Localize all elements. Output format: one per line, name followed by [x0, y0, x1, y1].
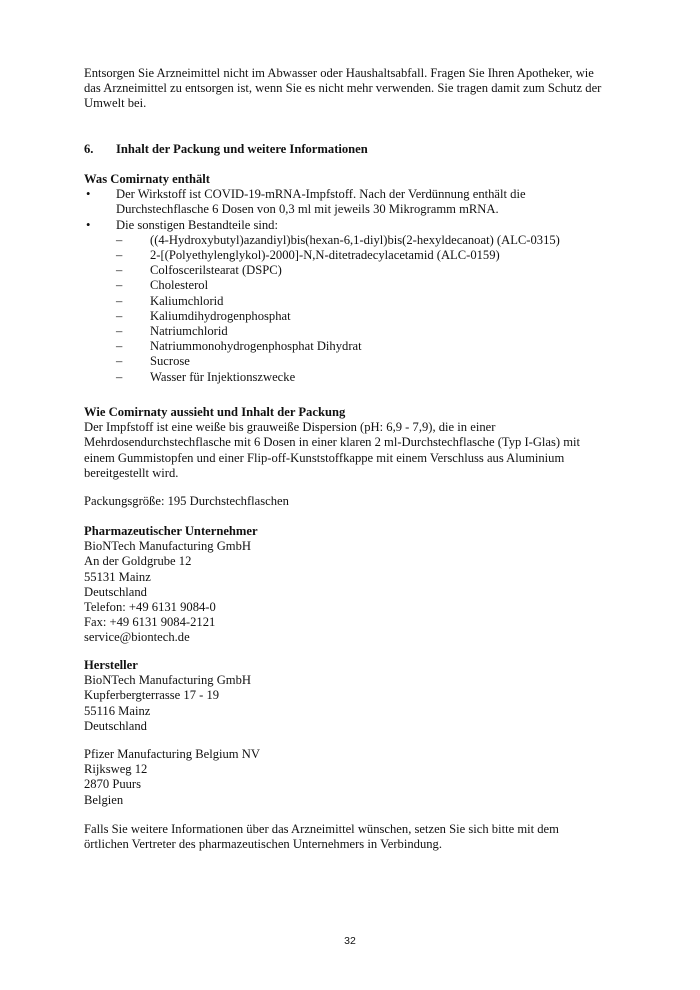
manufacturer-heading: Hersteller	[84, 658, 138, 672]
pack-size	[84, 494, 624, 509]
dash-symbol: –	[116, 248, 123, 263]
manufacturer-line: BioNTech Manufacturing GmbH	[84, 673, 251, 688]
manufacturer-line: 55116 Mainz	[84, 703, 151, 718]
ingredient-text: Natriumchlorid	[150, 324, 228, 339]
disposal-line: das Arzneimittel zu entsorgen ist, wenn Sie es nicht mehr verwenden. Sie tragen damit zum Schutz der	[84, 81, 602, 96]
bullet-symbol: •	[86, 187, 91, 202]
other-ingredients-intro: Die sonstigen Bestandteile sind:	[116, 217, 278, 232]
ingredient-item	[84, 263, 624, 278]
ingredient-item	[84, 248, 624, 263]
dash-symbol: –	[116, 369, 123, 384]
closing-line: Falls Sie weitere Informationen über das Arzneimittel wünschen, setzen Sie sich bitte mit dem	[84, 822, 559, 836]
section-number: 6.	[84, 142, 94, 156]
appearance-line: einem Gummistopfen und einer Flip-off-Kunststoffkappe mit einem Verschluss aus Aluminium	[84, 450, 565, 465]
dash-symbol: –	[116, 308, 123, 323]
holder-section	[84, 524, 624, 646]
ingredient-list	[84, 233, 624, 385]
section-title: Inhalt der Packung und weitere Informationen	[116, 142, 368, 156]
ingredient-item	[84, 233, 624, 248]
manufacturer-line: Rijksweg 12	[84, 762, 148, 777]
holder-email: service@biontech.de	[84, 630, 190, 645]
active-substance-bullet	[84, 187, 624, 217]
active-substance-line: Durchstechflasche 6 Dosen von 0,3 ml mit jeweils 30 Mikrogramm mRNA.	[116, 202, 499, 217]
disposal-paragraph	[84, 66, 624, 112]
pack-size-text: Packungsgröße: 195 Durchstechflaschen	[84, 494, 289, 508]
ingredient-item	[84, 354, 624, 369]
ingredient-text: Natriummonohydrogenphosphat Dihydrat	[150, 339, 362, 354]
disposal-line: Umwelt bei.	[84, 96, 147, 111]
page-number: 32	[344, 935, 356, 947]
ingredient-item	[84, 339, 624, 354]
holder-line: 55131 Mainz	[84, 569, 151, 584]
dash-symbol: –	[116, 354, 123, 369]
closing-paragraph	[84, 822, 624, 852]
manufacturer-line: Pfizer Manufacturing Belgium NV	[84, 747, 260, 761]
contents-heading: Was Comirnaty enthält	[84, 172, 210, 186]
ingredient-text: Kaliumchlorid	[150, 293, 224, 308]
dash-symbol: –	[116, 324, 123, 339]
section-heading	[84, 142, 624, 157]
ingredient-item	[84, 370, 624, 385]
appearance-line: Der Impfstoff ist eine weiße bis grauweiße Dispersion (pH: 6,9 - 7,9), die in einer	[84, 420, 496, 435]
ingredient-item	[84, 324, 624, 339]
bullet-symbol: •	[86, 217, 91, 232]
ingredient-text: Kaliumdihydrogenphosphat	[150, 308, 291, 323]
ingredient-text: Colfoscerilstearat (DSPC)	[150, 263, 282, 278]
appearance-line: Mehrdosendurchstechflasche mit 6 Dosen in einer klaren 2 ml-Durchstechflasche (Typ I-Glas) mit	[84, 435, 581, 450]
ingredient-item	[84, 278, 624, 293]
other-ingredients-bullet	[84, 218, 624, 233]
appearance-section	[84, 405, 624, 481]
dash-symbol: –	[116, 232, 123, 247]
contents-section	[84, 172, 624, 385]
manufacturer-site-2	[84, 747, 624, 808]
manufacturer-line: Deutschland	[84, 718, 147, 733]
ingredient-text: ((4-Hydroxybutyl)azandiyl)bis(hexan-6,1-diyl)bis(2-hexyldecanoat) (ALC-0315)	[150, 232, 560, 247]
holder-heading: Pharmazeutischer Unternehmer	[84, 524, 258, 538]
dash-symbol: –	[116, 263, 123, 278]
appearance-line: bereitgestellt wird.	[84, 465, 179, 480]
disposal-line: Entsorgen Sie Arzneimittel nicht im Abwasser oder Haushaltsabfall. Fragen Sie Ihren Apotheker, wie	[84, 66, 594, 80]
holder-line: Telefon: +49 6131 9084-0	[84, 600, 216, 615]
manufacturer-line: 2870 Puurs	[84, 777, 142, 792]
manufacturer-section	[84, 658, 624, 734]
dash-symbol: –	[116, 278, 123, 293]
ingredient-item	[84, 309, 624, 324]
ingredient-text: Cholesterol	[150, 278, 209, 293]
manufacturer-line: Belgien	[84, 792, 124, 807]
holder-line: BioNTech Manufacturing GmbH	[84, 539, 251, 554]
dash-symbol: –	[116, 293, 123, 308]
holder-line: Deutschland	[84, 584, 147, 599]
ingredient-text: Sucrose	[150, 354, 190, 369]
ingredient-text: Wasser für Injektionszwecke	[150, 369, 296, 384]
dash-symbol: –	[116, 339, 123, 354]
ingredient-text: 2-[(Polyethylenglykol)-2000]-N,N-ditetradecylacetamid (ALC-0159)	[150, 248, 500, 263]
holder-line: Fax: +49 6131 9084-2121	[84, 615, 216, 630]
manufacturer-line: Kupferbergterrasse 17 - 19	[84, 688, 220, 703]
active-substance-line: Der Wirkstoff ist COVID-19-mRNA-Impfstoff. Nach der Verdünnung enthält die	[116, 187, 526, 202]
appearance-heading: Wie Comirnaty aussieht und Inhalt der Packung	[84, 405, 346, 419]
ingredient-item	[84, 294, 624, 309]
closing-line: örtlichen Vertreter des pharmazeutischen Unternehmers in Verbindung.	[84, 837, 442, 852]
holder-line: An der Goldgrube 12	[84, 554, 192, 569]
